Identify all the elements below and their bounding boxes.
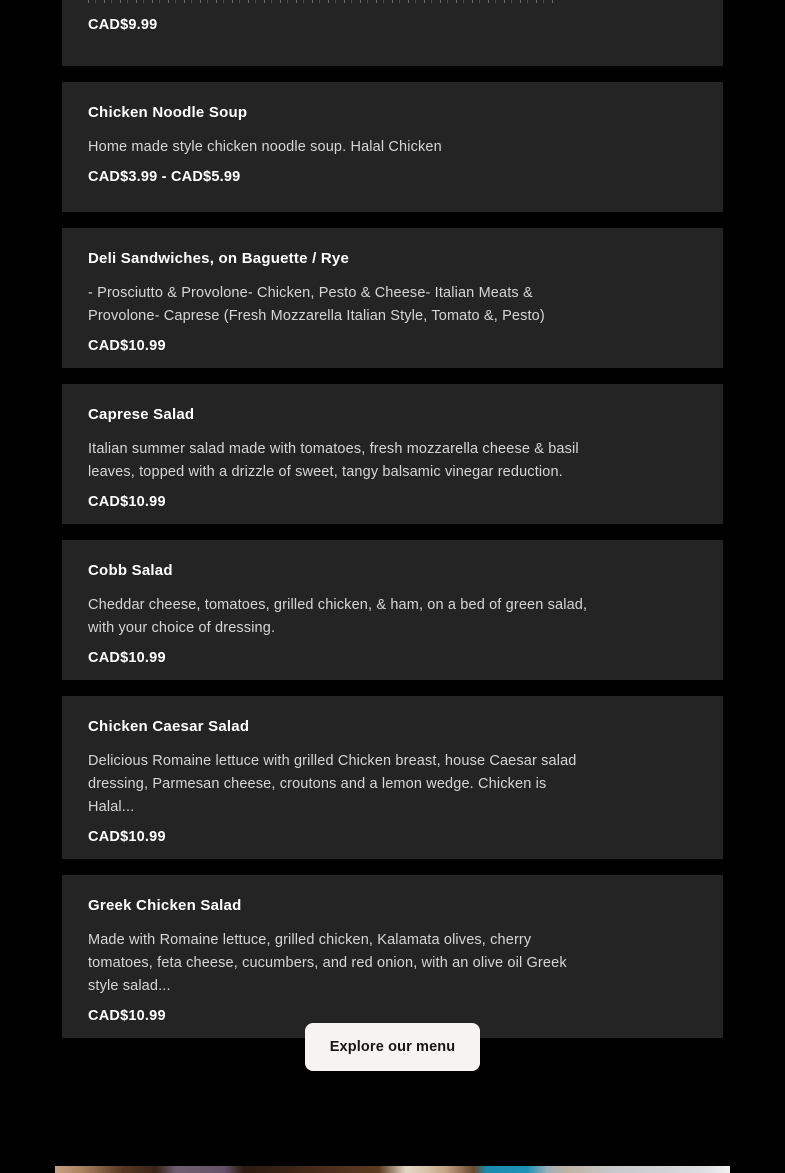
menu-item-card[interactable] [62,82,723,212]
item-name: Deli Sandwiches, on Baguette / Rye [88,250,350,267]
clipped-description-text [88,0,558,3]
explore-menu-button-row [0,1023,785,1071]
menu-item-card[interactable] [62,384,723,524]
item-price: CAD$10.99 [88,650,166,666]
menu-item-list [62,0,723,1054]
item-price: CAD$10.99 [88,829,166,845]
item-price: CAD$10.99 [88,494,166,510]
item-price: CAD$10.99 [88,1008,166,1024]
menu-item-card-partial[interactable] [62,0,723,66]
menu-item-card[interactable] [62,696,723,859]
explore-menu-button[interactable]: Explore our menu [305,1023,481,1071]
item-description: Cheddar cheese, tomatoes, grilled chicken, & ham, on a bed of green salad, with your choice of dressing. [88,597,588,636]
item-description: - Prosciutto & Provolone- Chicken, Pesto & Cheese- Italian Meats & Provolone- Caprese (Fresh Mozzarella Italian Style, Tomato &, Pesto) [88,285,545,324]
item-price: CAD$3.99 - CAD$5.99 [88,169,241,185]
menu-item-card[interactable] [62,875,723,1038]
menu-item-card[interactable] [62,228,723,368]
menu-item-card[interactable] [62,540,723,680]
item-name: Cobb Salad [88,562,173,579]
item-description: Italian summer salad made with tomatoes, fresh mozzarella cheese & basil leaves, topped with a drizzle of sweet, tangy balsamic vinegar reduction. [88,441,579,480]
item-description: Home made style chicken noodle soup. Halal Chicken [88,139,442,155]
footer-photo-strip [55,1166,730,1173]
item-description: Made with Romaine lettuce, grilled chicken, Kalamata olives, cherry tomatoes, feta cheese, cucumbers, and red onion, with an olive oil Greek style salad... [88,932,567,994]
item-name: Greek Chicken Salad [88,897,242,914]
item-name: Chicken Noodle Soup [88,104,248,121]
item-name: Caprese Salad [88,406,195,423]
item-name: Chicken Caesar Salad [88,718,250,735]
item-price: CAD$9.99 [88,17,158,33]
item-description: Delicious Romaine lettuce with grilled Chicken breast, house Caesar salad dressing, Parmesan cheese, croutons and a lemon wedge. Chicken is Halal... [88,753,577,815]
item-price: CAD$10.99 [88,338,166,354]
